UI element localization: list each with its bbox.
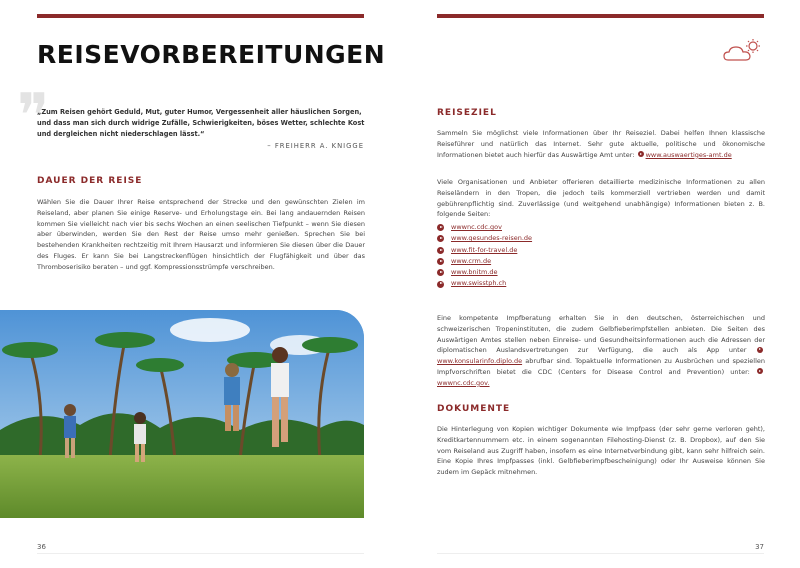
section-heading-dokumente: DOKUMENTE xyxy=(437,404,511,414)
page-number-left: 36 xyxy=(37,543,46,551)
top-rule xyxy=(37,14,364,18)
list-item[interactable] xyxy=(437,278,532,289)
travel-photo xyxy=(0,310,364,518)
epigraph-quote: „Zum Reisen gehört Geduld, Mut, guter Humor, Vergessenheit aller häuslichen Sorgen, und dass man sich durch widrige Zufälle, Schwierigkeiten, böses Wetter, schlechte Kost und dergleichen nicht niederschlagen lässt.“ xyxy=(37,108,365,138)
footer-rule xyxy=(37,553,364,554)
quote-author: – FREIHERR A. KNIGGE xyxy=(267,142,364,150)
right-page xyxy=(400,0,800,568)
link-cdc[interactable]: wwwnc.cdc.gov xyxy=(451,223,502,231)
list-item[interactable] xyxy=(437,267,532,278)
paragraph-dokumente: Die Hinterlegung von Kopien wichtiger Dokumente wie Impfpass (der sehr gerne verloren geht), Kreditkartennummern etc. in einem sogenannten Filehosting-Dienst (z. B. Dropbox), auf den Sie vom Reiseland aus Zugriff haben, insofern es eine Internetverbindung gibt, kann sehr hilfreich sein. Eine Kopie Ihres Impfpasses (inkl. Gelbfieberimpfbescheinigung) oder Ihr Ausweise können Sie zudem im Gepäck mitnehmen. xyxy=(437,425,765,477)
paragraph-text: abrufbar sind. Topaktuelle Informationen zu Ausbrüchen und speziellen Impfvorschriften bietet die CDC (Centers for Disease Control and Prevention) unter: xyxy=(437,357,765,376)
paragraph-reiseziel-1 xyxy=(437,128,765,160)
list-item[interactable] xyxy=(437,222,532,233)
arrow-circle-icon xyxy=(437,258,444,265)
paragraph-text: Eine kompetente Impfberatung erhalten Sie in den deutschen, österreichischen und schweizerischen Tropeninstituten, die zudem Gelbfieberimpfstellen anbieten. Die Seiten des Auswärtigen Amtes stellen neben Einreise- und Gesundheitsinformationen auch die Adressen der diplomatischen Auslandsvertretungen zur Verfügung, die auch als App unter xyxy=(437,314,765,355)
link-cdc-inline[interactable]: wwwnc.cdc.gov. xyxy=(437,378,490,387)
section-text-dauer: Wählen Sie die Dauer Ihrer Reise entsprechend der Strecke und den gewünschten Zielen im Reiseland, aber planen Sie einige Reserve- und Erholungstage ein. Bei lang andauernden Reisen kommen Sie vielleicht nach vier bis sechs Wochen an einen seelischen Tiefpunkt – wenn Sie diesen aber überwinden, werden Sie den Rest der Reise umso mehr genießen. Sprechen Sie bei bestehenden Krankheiten rechtzeitig mit Ihrem Hausarzt und informieren Sie diesen über die Dauer des Fluges. Er kann Sie bei Langstreckenflügen hinsichtlich der Flugfähigkeit und über das Thromboserisiko beraten – und ggf. Kompressionsstrümpfe verschreiben. xyxy=(37,198,365,271)
paragraph-reiseziel-2: Viele Organisationen und Anbieter offerieren detaillierte medizinische Informationen zu allen Reiseländern in den Tropen, die jedoch teils kommerziell vertrieben werden und damit gebührenpflichtig sind. Zuverlässige (und weitgehend unabhängige) Informationen bieten z. B. folgende Seiten: xyxy=(437,178,765,219)
arrow-circle-icon xyxy=(638,151,644,157)
link-bnitm[interactable]: www.bnitm.de xyxy=(451,268,498,277)
page-number-right: 37 xyxy=(755,543,764,551)
footer-rule xyxy=(437,553,764,554)
quote-mark-icon: ❞ xyxy=(17,81,50,151)
link-gesundes-reisen[interactable]: www.gesundes-reisen.de xyxy=(451,234,533,243)
arrow-circle-icon xyxy=(437,247,444,254)
arrow-circle-icon xyxy=(437,281,444,288)
arrow-circle-icon xyxy=(757,347,763,353)
list-item[interactable] xyxy=(437,245,532,256)
link-fit-for-travel[interactable]: www.fit-for-travel.de xyxy=(451,245,518,254)
link-crm[interactable]: www.crm.de xyxy=(451,256,492,265)
paragraph-reiseziel-3 xyxy=(437,313,765,389)
list-item[interactable] xyxy=(437,256,532,267)
arrow-circle-icon xyxy=(437,235,444,242)
page-title: REISEVORBEREITUNGEN xyxy=(37,40,386,69)
link-auswaertiges-amt[interactable]: www.auswaertiges-amt.de xyxy=(645,150,732,159)
arrow-circle-icon xyxy=(437,224,444,231)
arrow-circle-icon xyxy=(437,269,444,276)
section-heading-dauer: DAUER DER REISE xyxy=(37,176,143,186)
link-swisstph[interactable]: www.swisstph.ch xyxy=(451,279,507,288)
section-heading-reiseziel: REISEZIEL xyxy=(437,108,497,118)
list-item[interactable] xyxy=(437,233,532,244)
top-rule xyxy=(437,14,764,18)
paragraph-text: Sammeln Sie möglichst viele Informationen über Ihr Reiseziel. Dabei helfen Ihnen klassische Reiseführer und natürlich das Internet. Sehr gute aktuelle, politische und ökonomische Informationen bietet auch hierfür das Auswärtige Amt unter: xyxy=(437,129,765,159)
link-konsularinfo[interactable]: www.konsularinfo.diplo.de xyxy=(437,357,523,366)
cloud-sun-icon xyxy=(722,38,764,64)
arrow-circle-icon xyxy=(757,368,763,374)
link-list xyxy=(437,222,532,290)
photo-illustration xyxy=(0,310,364,518)
